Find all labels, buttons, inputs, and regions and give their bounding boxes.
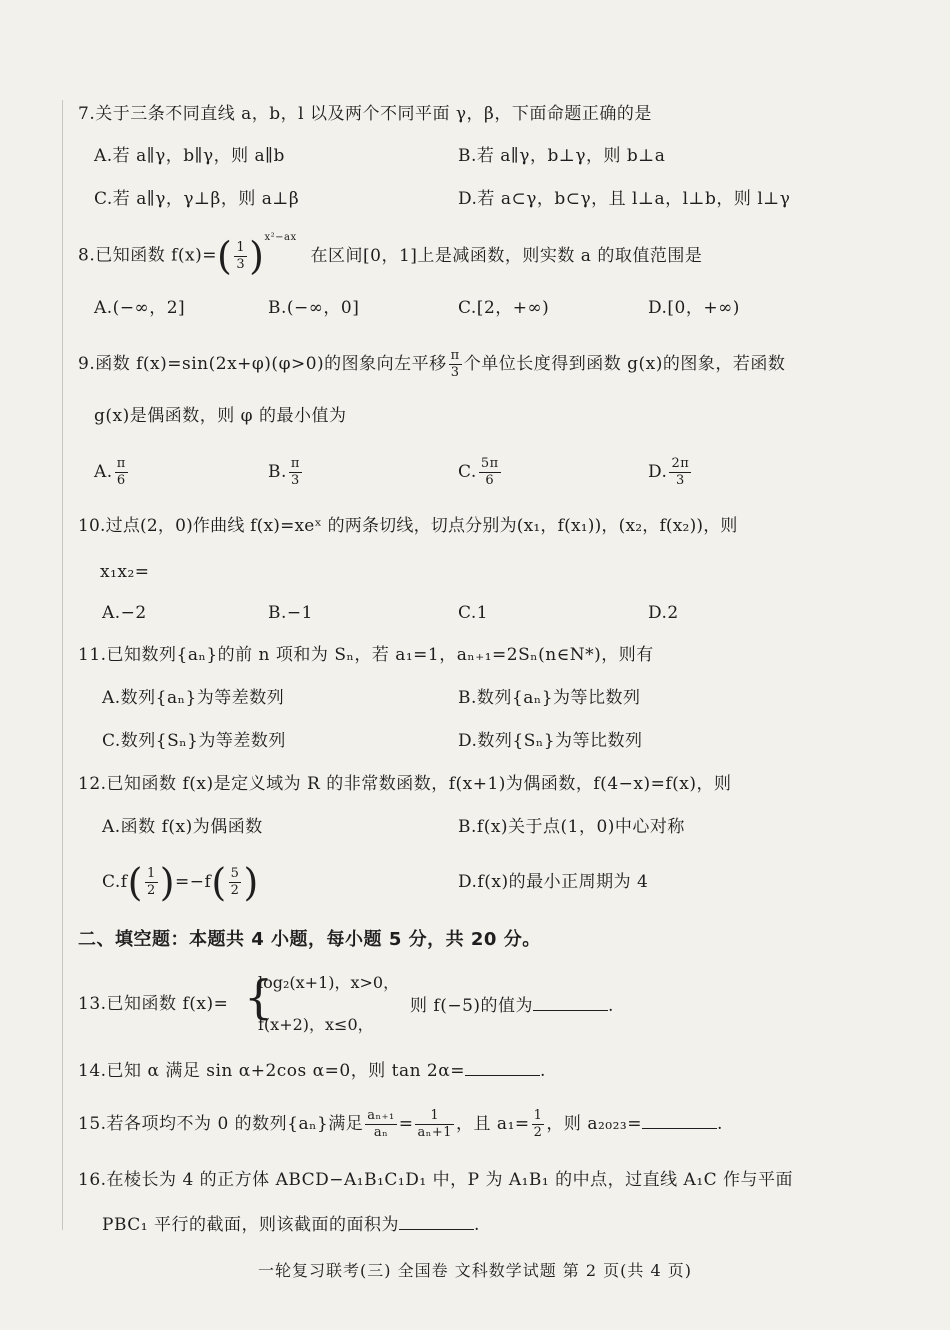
q8-exponent: x²−ax	[264, 232, 297, 243]
frac-num: 5	[230, 866, 240, 881]
q13-prefix: 13.已知函数 f(x)=	[78, 994, 229, 1014]
q8-suffix: 在区间[0，1]上是减函数，则实数 a 的取值范围是	[310, 245, 703, 266]
frac-den: 6	[116, 473, 126, 488]
q13-brace: {	[244, 970, 274, 1024]
q13-case-1: log₂(x+1)，x>0，	[258, 973, 400, 992]
q8-prefix: 8.已知函数 f(x)=	[78, 245, 218, 266]
q8-option-d: D.[0，+∞)	[648, 298, 740, 318]
binding-line	[62, 100, 63, 1230]
q10-option-a: A.−2	[102, 603, 147, 623]
q7-option-a: A.若 a∥γ，b∥γ，则 a∥b	[94, 146, 285, 166]
q10-stem: 10.过点(2，0)作曲线 f(x)=xeˣ 的两条切线，切点分别为(x₁，f(x₁))，(x₂，f(x₂))，则	[78, 516, 738, 536]
q15-answer-blank[interactable]	[642, 1110, 717, 1129]
q9-option-b	[268, 452, 304, 492]
q15-prefix: 15.若各项均不为 0 的数列{aₙ}满足	[78, 1114, 364, 1134]
page-footer: 一轮复习联考(三) 全国卷 文科数学试题 第 2 页(共 4 页)	[258, 1261, 692, 1280]
frac-den: 3	[675, 473, 685, 488]
right-paren: )	[249, 234, 265, 279]
option-label: D.	[648, 462, 668, 482]
q9-suffix: 个单位长度得到函数 g(x)的图象，若函数	[463, 354, 786, 374]
q9-frac-den: 3	[450, 365, 460, 380]
q9-option-c	[458, 452, 503, 492]
q12-c-fraction-1	[145, 866, 158, 899]
q11-option-d: D.数列{Sₙ}为等比数列	[458, 731, 643, 751]
q15-line: 15.若各项均不为 0 的数列{aₙ}满足 $\frac{\text{aₙ₊₁}}{\text{aₙ}}$ = $\frac{1}{\text{aₙ+1}}$ ，且 a₁= $\frac{1}{2}$ ，则 a₂₀₂₃= .	[78, 1108, 723, 1140]
frac-den: aₙ	[373, 1125, 389, 1140]
left-paren: (	[217, 234, 233, 279]
q10-option-d: D.2	[648, 603, 679, 623]
q16-line1: 16.在棱长为 4 的正方体 ABCD−A₁B₁C₁D₁ 中，P 为 A₁B₁ 的中点，过直线 A₁C 作与平面	[78, 1170, 794, 1190]
option-label: A.	[94, 462, 113, 482]
q16-line2: PBC₁ 平行的截面，则该截面的面积为	[102, 1215, 399, 1235]
q10-option-c: C.1	[458, 603, 489, 623]
q8-frac-den: 3	[236, 256, 246, 272]
frac-num: 1	[533, 1108, 543, 1123]
equals: =	[398, 1114, 414, 1134]
q7-option-c: C.若 a∥γ，γ⊥β，则 a⊥β	[94, 189, 300, 209]
q9-c-fraction	[479, 456, 501, 489]
q9-b-fraction	[289, 456, 302, 489]
frac-num: 2π	[671, 456, 690, 471]
q14-answer-blank[interactable]	[465, 1057, 540, 1076]
q13-suffix-line: 则 f(−5)的值为 .	[410, 992, 614, 1018]
q12-option-b: B.f(x)关于点(1，0)中心对称	[458, 817, 685, 837]
q15-suffix: ，则 a₂₀₂₃=	[546, 1114, 642, 1134]
q15-ratio-fraction	[365, 1108, 396, 1141]
frac-den: 2	[230, 883, 240, 898]
q7-option-b: B.若 a∥γ，b⊥γ，则 b⊥a	[458, 146, 666, 166]
q12-option-c	[102, 860, 259, 904]
q9-d-fraction	[669, 456, 691, 489]
q13-answer-blank[interactable]	[533, 992, 608, 1011]
equals-neg: =−f	[175, 872, 212, 892]
q7-stem: 7.关于三条不同直线 a，b，l 以及两个不同平面 γ，β，下面命题正确的是	[78, 104, 652, 124]
q7-option-d: D.若 a⊂γ，b⊂γ，且 l⊥a，l⊥b，则 l⊥γ	[458, 189, 791, 209]
left-paren: (	[127, 860, 143, 905]
q10-option-b: B.−1	[268, 603, 313, 623]
frac-den: aₙ+1	[417, 1125, 453, 1140]
q12-c-fraction-2	[229, 866, 242, 899]
frac-num: π	[116, 456, 126, 471]
frac-den: 3	[291, 473, 300, 488]
q8-option-b: B.(−∞，0]	[268, 298, 360, 318]
frac-num: 1	[146, 866, 156, 881]
frac-den: 2	[533, 1125, 543, 1140]
q8-frac-num: 1	[236, 239, 246, 255]
q9-option-a	[94, 452, 130, 492]
frac-num: aₙ₊₁	[367, 1108, 395, 1123]
q9-stem	[78, 344, 785, 384]
q15-reciprocal-fraction	[415, 1108, 454, 1141]
frac-den: 2	[146, 883, 156, 898]
q8-option-a: A.(−∞，2]	[94, 298, 186, 318]
q9-prefix: 9.函数 f(x)=sin(2x+φ)(φ>0)的图象向左平移	[78, 354, 447, 374]
right-paren: )	[243, 860, 259, 905]
q8-stem	[78, 230, 702, 278]
q9-shift-fraction	[449, 348, 462, 381]
q16-line2-wrap: PBC₁ 平行的截面，则该截面的面积为 .	[102, 1211, 480, 1237]
option-label: B.	[268, 462, 287, 482]
q12-option-a: A.函数 f(x)为偶函数	[102, 817, 263, 837]
q11-option-c: C.数列{Sₙ}为等差数列	[102, 731, 286, 751]
left-paren: (	[211, 860, 227, 905]
q9-frac-num: π	[450, 348, 460, 363]
q12-option-d: D.f(x)的最小正周期为 4	[458, 872, 649, 892]
section-heading: 二、填空题：本题共 4 小题，每小题 5 分，共 20 分。	[78, 929, 541, 950]
q15-mid: ，且 a₁=	[456, 1114, 530, 1134]
q16-answer-blank[interactable]	[399, 1211, 474, 1230]
q8-option-c: C.[2，+∞)	[458, 298, 550, 318]
q15-initial-fraction	[532, 1108, 545, 1141]
frac-num: 5π	[480, 456, 499, 471]
q9-a-fraction	[115, 456, 128, 489]
q13-case-2: f(x+2)，x≤0，	[258, 1015, 374, 1034]
q11-option-b: B.数列{aₙ}为等比数列	[458, 688, 641, 708]
q11-option-a: A.数列{aₙ}为等差数列	[102, 688, 285, 708]
option-label: C.f	[102, 872, 128, 892]
q14-text: 14.已知 α 满足 sin α+2cos α=0，则 tan 2α=	[78, 1061, 465, 1081]
q9-line2: g(x)是偶函数，则 φ 的最小值为	[94, 406, 347, 426]
frac-den: 6	[485, 473, 495, 488]
frac-num: π	[290, 456, 300, 471]
q12-stem: 12.已知函数 f(x)是定义域为 R 的非常数函数，f(x+1)为偶函数，f(4−x)=f(x)，则	[78, 774, 732, 794]
q14-line: 14.已知 α 满足 sin α+2cos α=0，则 tan 2α= .	[78, 1057, 546, 1083]
q9-option-d	[648, 452, 693, 492]
q8-base-fraction	[234, 240, 247, 273]
q11-stem: 11.已知数列{aₙ}的前 n 项和为 Sₙ，若 a₁=1，aₙ₊₁=2Sₙ(n∈N*)，则有	[78, 645, 654, 665]
frac-num: 1	[415, 1108, 454, 1125]
option-label: C.	[458, 462, 477, 482]
right-paren: )	[159, 860, 176, 905]
q13-suffix: 则 f(−5)的值为	[410, 996, 534, 1016]
q10-line2: x₁x₂=	[100, 562, 150, 582]
